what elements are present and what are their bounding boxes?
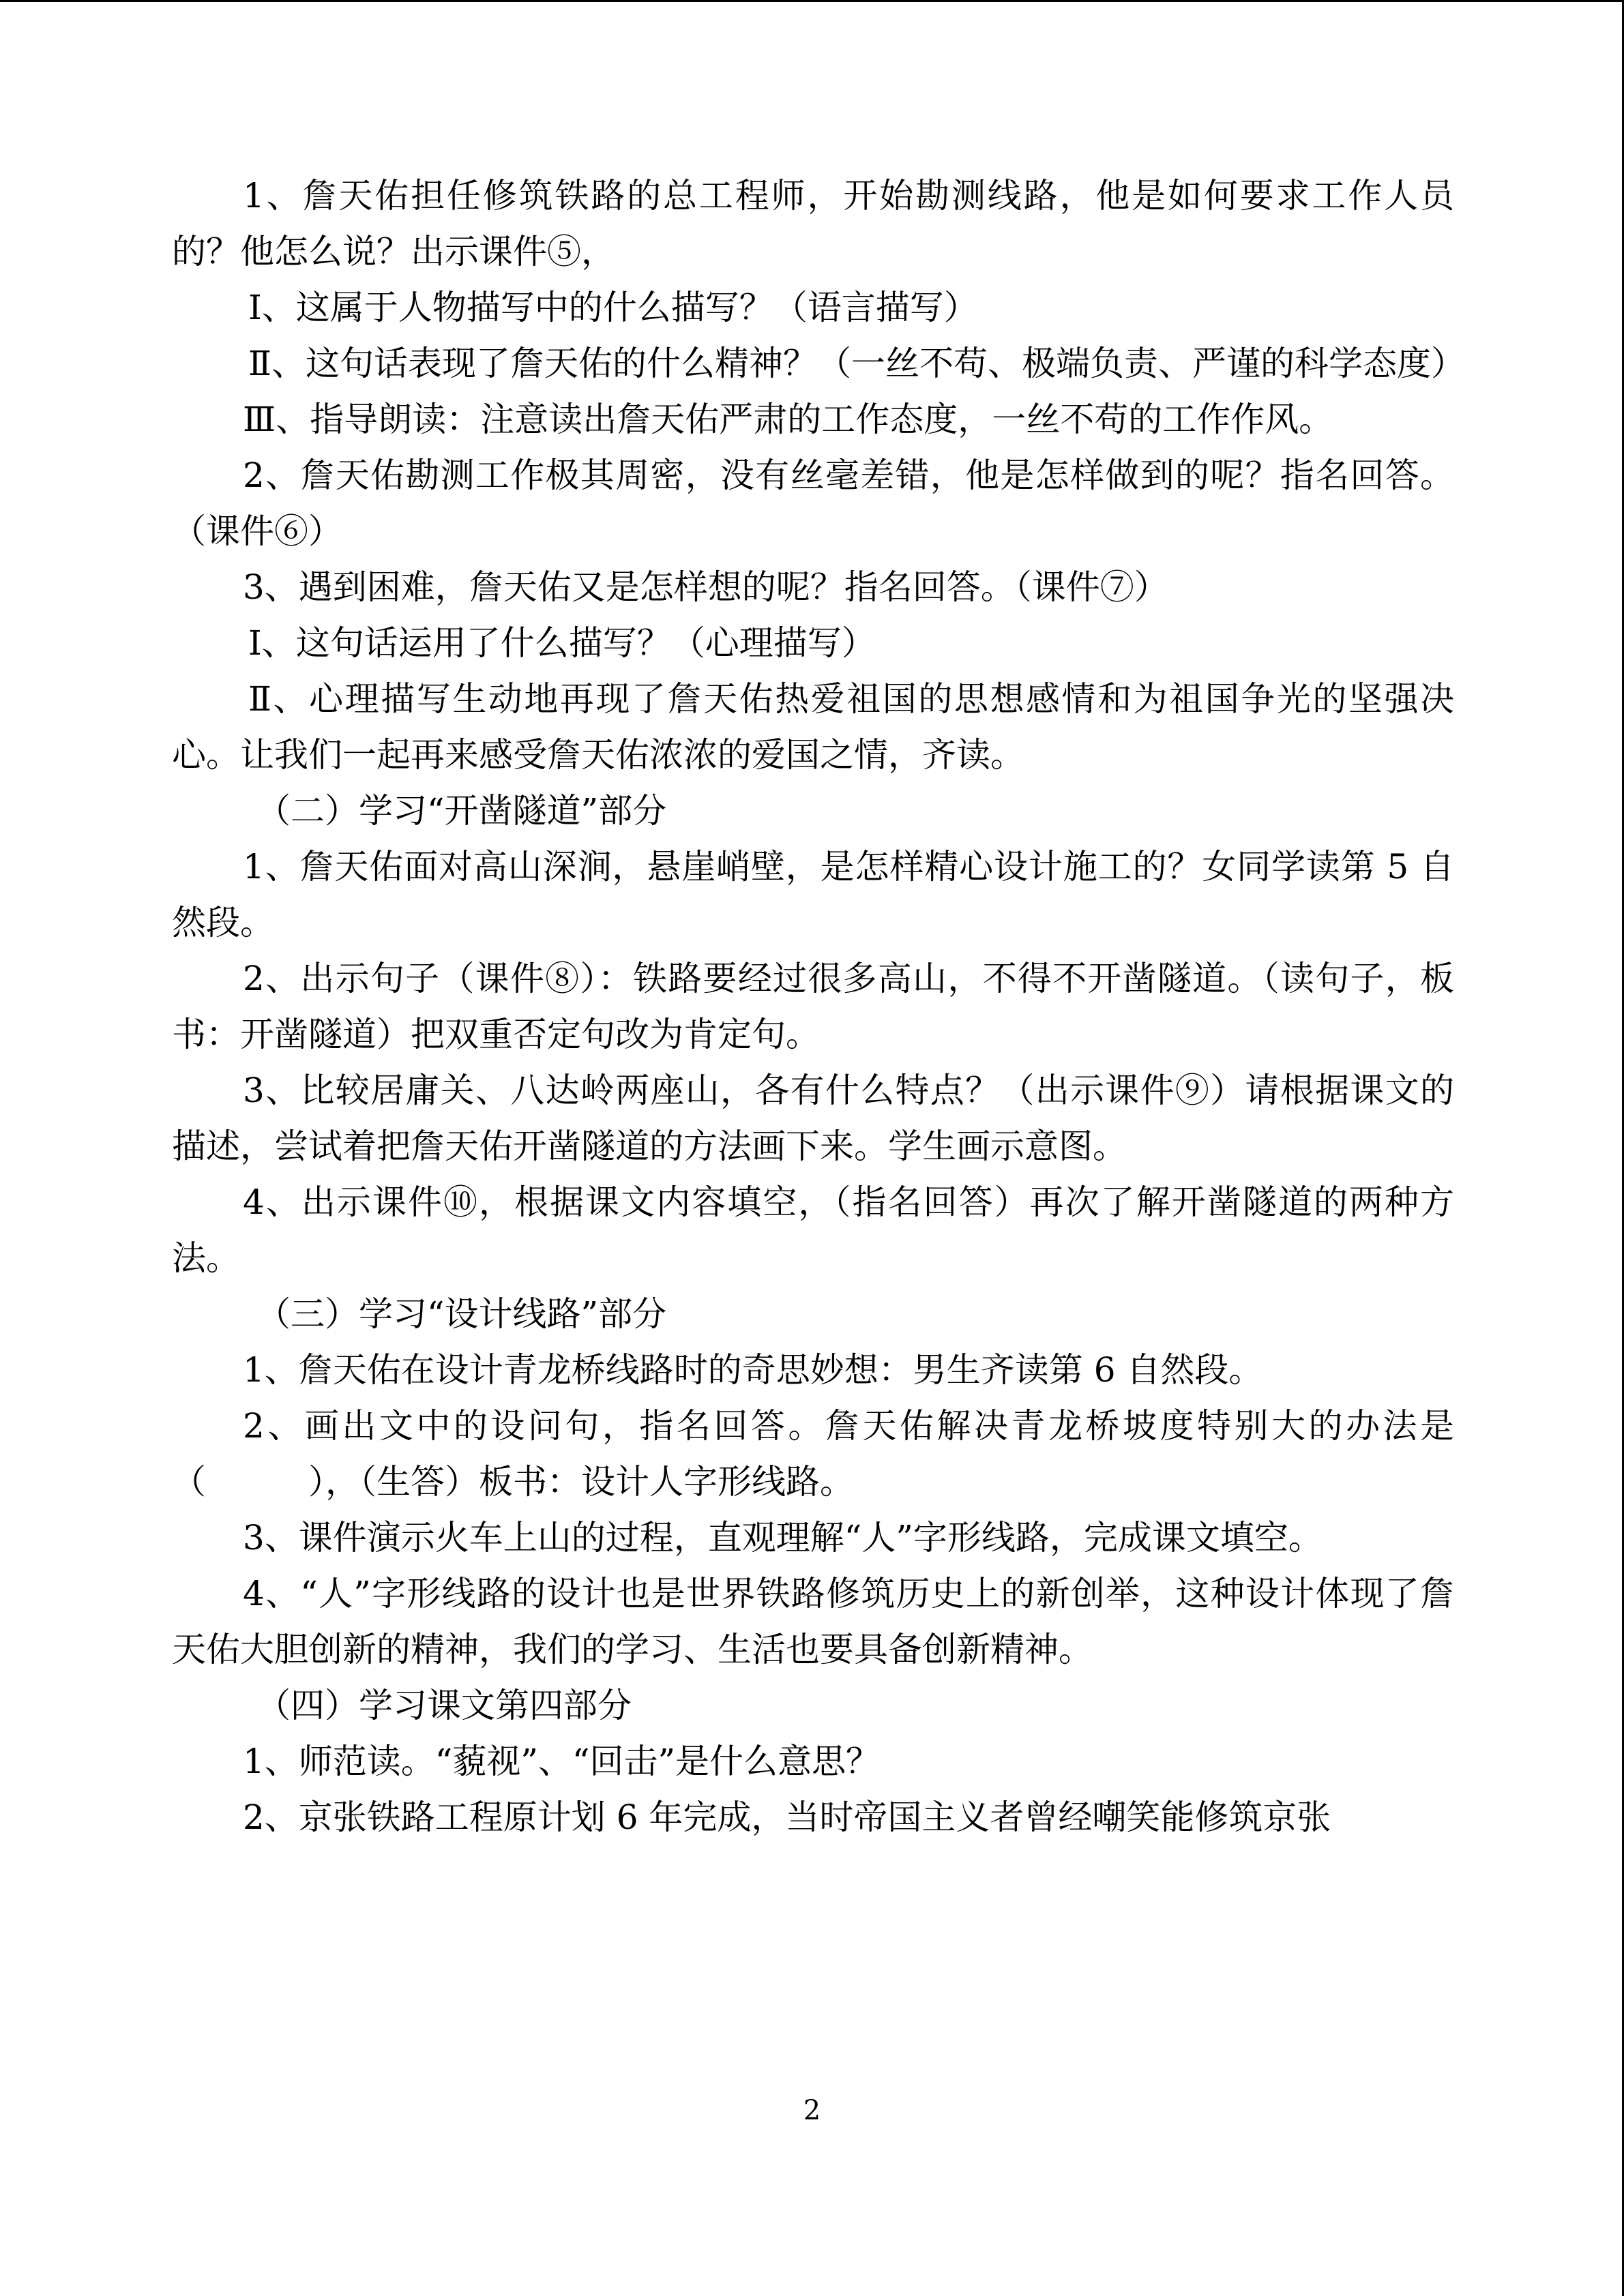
paragraph: 4、“人”字形线路的设计也是世界铁路修筑历史上的新创举，这种设计体现了詹天佑大胆创新的精神，我们的学习、生活也要具备创新精神。 <box>172 1574 1454 1669</box>
paragraph: Ⅱ、这句话表现了詹天佑的什么精神？（一丝不苟、极端负责、严谨的科学态度） <box>248 344 1465 383</box>
paragraph: Ⅰ、这属于人物描写中的什么描写？（语言描写） <box>248 288 978 327</box>
section-heading: （四）学习课文第四部分 <box>256 1686 632 1725</box>
section-heading: （二）学习“开凿隧道”部分 <box>256 791 667 831</box>
paragraph: 2、京张铁路工程原计划 6 年完成，当时帝国主义者曾经嘲笑能修筑京张 <box>243 1798 1331 1837</box>
paragraph: 1、师范读。“藐视”、“回击”是什么意思？ <box>243 1742 881 1781</box>
document-body <box>172 168 1465 1845</box>
page-number: 2 <box>803 2095 821 2126</box>
paragraph: 3、遇到困难，詹天佑又是怎样想的呢？指名回答。（课件⑦） <box>243 567 1168 607</box>
paragraph: 1、詹天佑担任修筑铁路的总工程师，开始勘测线路，他是如何要求工作人员的？他怎么说？出示课件⑤， <box>172 176 1454 271</box>
paragraph: 3、课件演示火车上山的过程，直观理解“人”字形线路，完成课文填空。 <box>243 1518 1323 1557</box>
paragraph: 1、詹天佑面对高山深涧，悬崖峭壁，是怎样精心设计施工的？女同学读第 5 自然段。 <box>172 847 1454 942</box>
section-heading: （三）学习“设计线路”部分 <box>256 1294 667 1334</box>
paragraph: 3、比较居庸关、八达岭两座山，各有什么特点？（出示课件⑨）请根据课文的描述，尝试着把詹天佑开凿隧道的方法画下来。学生画示意图。 <box>172 1071 1454 1166</box>
paragraph: Ⅲ、指导朗读：注意读出詹天佑严肃的工作态度，一丝不苟的工作作风。 <box>243 400 1333 439</box>
paragraph: 1、詹天佑在设计青龙桥线路时的奇思妙想：男生齐读第 6 自然段。 <box>243 1350 1263 1390</box>
paragraph: 2、画出文中的设问句，指名回答。詹天佑解决青龙桥坡度特别大的办法是（ ），（生答）板书：设计人字形线路。 <box>172 1406 1454 1502</box>
paragraph: Ⅱ、心理描写生动地再现了詹天佑热爱祖国的思想感情和为祖国争光的坚强决心。让我们一起再来感受詹天佑浓浓的爱国之情，齐读。 <box>172 679 1454 775</box>
paragraph: 2、出示句子（课件⑧）：铁路要经过很多高山，不得不开凿隧道。（读句子，板书：开凿隧道）把双重否定句改为肯定句。 <box>172 959 1454 1054</box>
page-border-top <box>0 0 1624 2</box>
paragraph: 4、出示课件⑩，根据课文内容填空，（指名回答）再次了解开凿隧道的两种方法。 <box>172 1182 1454 1278</box>
paragraph: 2、詹天佑勘测工作极其周密，没有丝毫差错，他是怎样做到的呢？指名回答。（课件⑥） <box>172 456 1454 551</box>
paragraph: Ⅰ、这句话运用了什么描写？（心理描写） <box>248 623 876 663</box>
